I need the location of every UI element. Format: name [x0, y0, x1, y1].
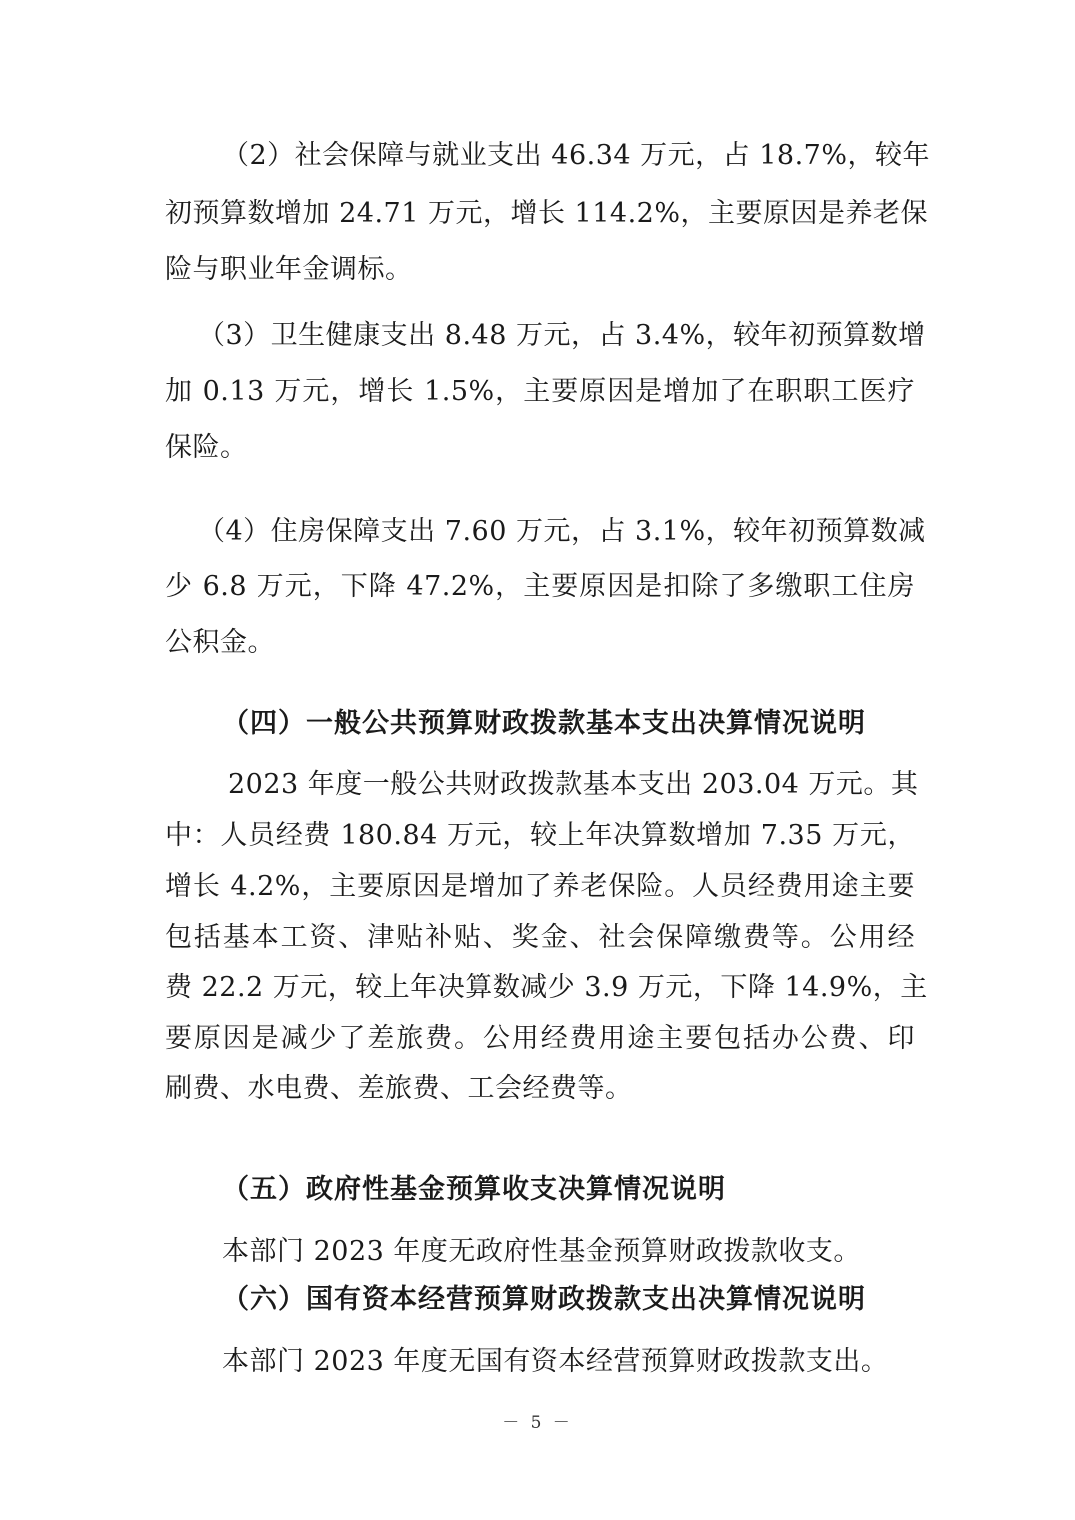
section-5-heading: （五）政府性基金预算收支决算情况说明 — [222, 1174, 726, 1205]
section-4-line-6: 要原因是减少了差旅费。公用经费用途主要包括办公费、印 — [165, 1023, 915, 1054]
section-4-line-1: 2023 年度一般公共财政拨款基本支出 203.04 万元。其 — [228, 769, 919, 800]
paragraph-2-line-2: 初预算数增加 24.71 万元，增长 114.2%，主要原因是养老保 — [165, 198, 928, 229]
paragraph-2-line-3: 险与职业年金调标。 — [165, 254, 413, 285]
section-6-heading: （六）国有资本经营预算财政拨款支出决算情况说明 — [222, 1284, 866, 1315]
section-4-line-4: 包括基本工资、津贴补贴、奖金、社会保障缴费等。公用经 — [165, 922, 915, 953]
paragraph-3-line-1: （3）卫生健康支出 8.48 万元，占 3.4%，较年初预算数增 — [198, 320, 926, 351]
paragraph-3-line-2: 加 0.13 万元，增长 1.5%，主要原因是增加了在职职工医疗 — [165, 376, 915, 407]
paragraph-3-line-3: 保险。 — [165, 432, 248, 463]
page-number: － 5 － — [502, 1413, 573, 1433]
section-4-line-7: 刷费、水电费、差旅费、工会经费等。 — [165, 1073, 633, 1104]
paragraph-4-line-1: （4）住房保障支出 7.60 万元，占 3.1%，较年初预算数减 — [198, 516, 926, 547]
section-4-line-5: 费 22.2 万元，较上年决算数减少 3.9 万元，下降 14.9%，主 — [165, 972, 928, 1003]
paragraph-4-line-3: 公积金。 — [165, 627, 275, 658]
section-6-text: 本部门 2023 年度无国有资本经营预算财政拨款支出。 — [222, 1346, 889, 1377]
paragraph-2-line-1: （2）社会保障与就业支出 46.34 万元，占 18.7%，较年 — [222, 140, 930, 171]
paragraph-4-line-2: 少 6.8 万元，下降 47.2%，主要原因是扣除了多缴职工住房 — [165, 571, 915, 602]
section-4-heading: （四）一般公共预算财政拨款基本支出决算情况说明 — [222, 708, 866, 739]
section-4-line-2: 中：人员经费 180.84 万元，较上年决算数增加 7.35 万元， — [165, 820, 915, 851]
section-4-line-3: 增长 4.2%，主要原因是增加了养老保险。人员经费用途主要 — [165, 871, 915, 902]
section-5-text: 本部门 2023 年度无政府性基金预算财政拨款收支。 — [222, 1236, 861, 1267]
